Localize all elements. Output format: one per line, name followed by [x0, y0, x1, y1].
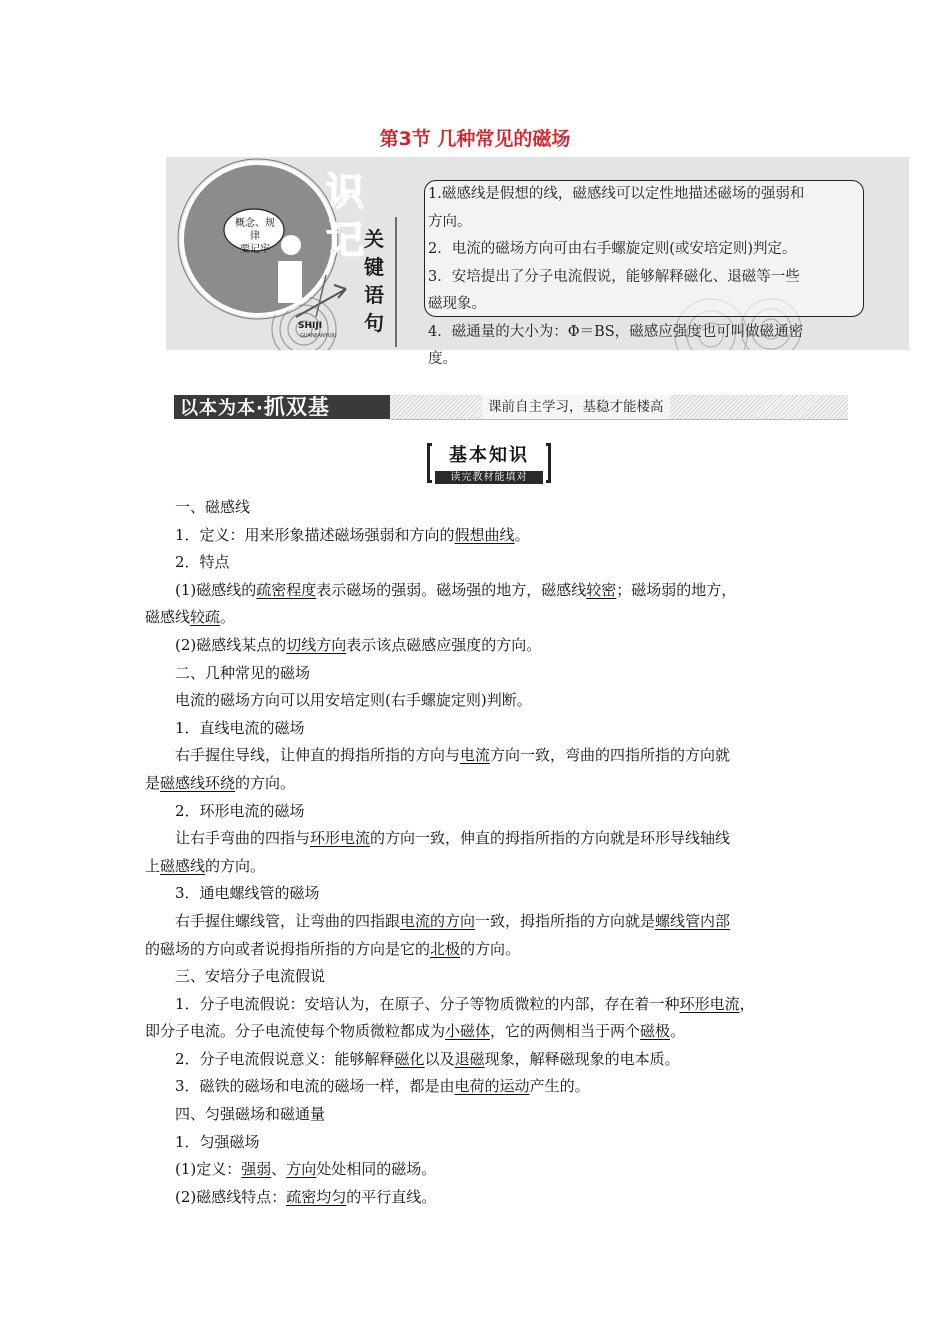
key-point-1-line-1: 1.磁感线是假想的线，磁感线可以定性地描述磁场的强弱和 [428, 186, 805, 202]
subheading: 3．通电螺线管的磁场 [175, 884, 320, 903]
logo-vertical-text: 关 键 语 句 [364, 227, 384, 335]
paragraph: 右手握住导线，让伸直的拇指所指的方向与电流方向一致，弯曲的四指所指的方向就 [175, 746, 731, 765]
paragraph-continuation: 的磁场的方向或者说拇指所指的方向是它的北极的方向。 [145, 939, 521, 958]
key-point-2: 2．电流的磁场方向可由右手螺旋定则(或安培定则)判定。 [428, 241, 797, 257]
key-point-4-line-1: 4．磁通量的大小为：Φ＝BS，磁感应强度也可叫做磁通密 [428, 323, 804, 340]
paragraph: 让右手弯曲的四指与环形电流的方向一致，伸直的拇指所指的方向就是环形导线轴线 [175, 829, 731, 848]
key-point-3-line-1: 3．安培提出了分子电流假说，能够解释磁化、退磁等一些 [428, 268, 800, 285]
paragraph: (2)磁感线某点的切线方向表示该点磁感应强度的方向。 [175, 635, 542, 654]
logo-big-char-1: 识 [326, 170, 365, 214]
left-bracket [427, 443, 432, 483]
paragraph-continuation: 上磁感线的方向。 [145, 856, 266, 875]
logo-footer-2: GUANJIANYUJU [300, 333, 337, 339]
subheading: 2．环形电流的磁场 [175, 801, 305, 820]
section-heading: 二、几种常见的磁场 [175, 663, 311, 682]
paragraph: 1．定义：用来形象描述磁场强弱和方向的假想曲线。 [175, 525, 530, 544]
main-content [145, 494, 810, 1211]
key-point-1-line-2: 方向。 [428, 213, 472, 230]
paragraph-continuation: 磁感线较疏。 [145, 608, 236, 627]
section-heading: 四、匀强磁场和磁通量 [175, 1105, 326, 1124]
paragraph: 2．分子电流假说意义：能够解释磁化以及退磁现象，解释磁现象的电本质。 [175, 1049, 680, 1068]
logo-bubble-text: 概念、规律 要记牢 [235, 218, 275, 255]
paragraph: 3．磁铁的磁场和电流的磁场一样，都是由电荷的运动产生的。 [175, 1077, 590, 1096]
paragraph-continuation: 是磁感线环绕的方向。 [145, 773, 296, 792]
right-bracket [546, 443, 551, 483]
key-points-banner [166, 157, 909, 367]
paragraph: 1．分子电流假说：安培认为，在原子、分子等物质微粒的内部，存在着一种环形电流， [175, 994, 755, 1013]
subheading: 1．直线电流的磁场 [175, 718, 305, 737]
section-heading: 三、安培分子电流假说 [175, 967, 326, 986]
section-heading: 一、磁感线 [175, 498, 251, 516]
paragraph: (1)定义：强弱、方向处处相同的磁场。 [175, 1160, 437, 1179]
key-point-3-line-2: 磁现象。 [428, 296, 486, 312]
section-subtitle: 课前自主学习，基稳才能楼高 [482, 395, 670, 419]
paragraph: 电流的磁场方向可以用安培定则(右手螺旋定则)判断。 [175, 691, 532, 710]
page-title: 第3节 几种常见的磁场 [379, 128, 571, 150]
paragraph: (1)磁感线的疏密程度表示磁场的强弱。磁场强的地方，磁感线较密；磁场弱的地方， [175, 580, 737, 599]
key-points-list [428, 181, 868, 374]
paragraph: 右手握住螺线管，让弯曲的四指跟电流的方向一致，拇指所指的方向就是螺线管内部 [175, 911, 731, 930]
logo-big-char-2: 记 [326, 218, 365, 262]
section-title: 以本为本·抓双基 [174, 395, 390, 419]
key-point-4-line-2: 度。 [428, 351, 457, 367]
section-header-bar [174, 393, 848, 423]
subheading: 1．匀强磁场 [175, 1132, 260, 1151]
basic-knowledge-label: 基本知识 读完教材能填对 [427, 443, 551, 485]
logo-footer: SHIJI [298, 321, 323, 331]
paragraph: (2)磁感线特点：疏密均匀的平行直线。 [175, 1187, 437, 1206]
subheading: 2．特点 [175, 553, 230, 572]
paragraph-continuation: 即分子电流。分子电流使每个物质微粒都成为小磁体，它的两侧相当于两个磁极。 [145, 1022, 686, 1041]
